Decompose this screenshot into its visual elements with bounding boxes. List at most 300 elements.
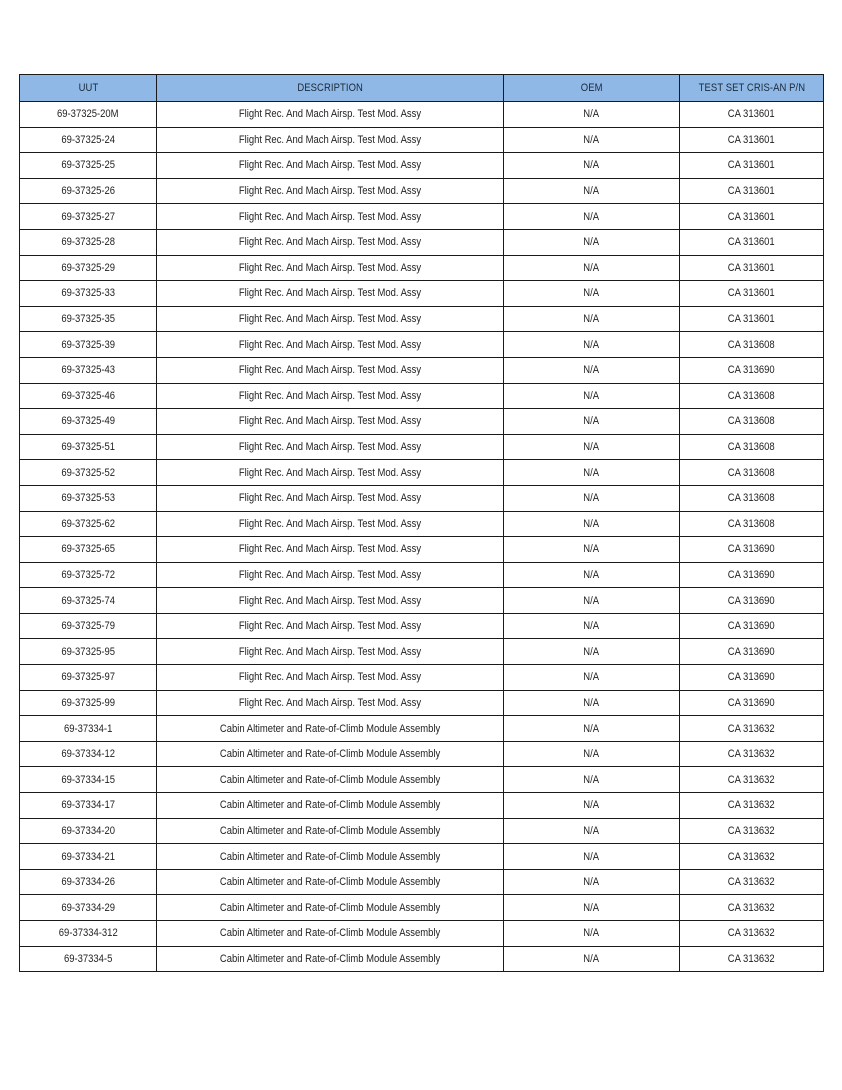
cell-oem [504, 588, 680, 614]
cell-description-text: Flight Rec. And Mach Airsp. Test Mod. Assy [238, 466, 422, 479]
table-row [20, 588, 824, 614]
cell-uut-text: 69-37334-312 [58, 927, 118, 940]
header-test-set-label: TEST SET CRIS-AN P/N [698, 82, 805, 94]
cell-uut-text: 69-37325-97 [61, 671, 115, 684]
cell-test-set [680, 434, 824, 460]
cell-oem-text: N/A [583, 338, 600, 351]
cell-description-text: Flight Rec. And Mach Airsp. Test Mod. Assy [238, 696, 422, 709]
cell-description-text: Flight Rec. And Mach Airsp. Test Mod. Assy [238, 492, 422, 505]
table-row [20, 639, 824, 665]
cell-uut-text: 69-37325-33 [61, 287, 115, 300]
cell-description-text: Flight Rec. And Mach Airsp. Test Mod. Assy [238, 415, 422, 428]
cell-description [157, 818, 504, 844]
cell-oem [504, 255, 680, 281]
cell-oem-text: N/A [583, 492, 600, 505]
header-uut [20, 75, 157, 102]
cell-description-text: Flight Rec. And Mach Airsp. Test Mod. Assy [238, 210, 422, 223]
cell-oem-text: N/A [583, 594, 600, 607]
cell-test-set [680, 793, 824, 819]
table-row [20, 460, 824, 486]
cell-description-text: Flight Rec. And Mach Airsp. Test Mod. Assy [238, 620, 422, 633]
cell-test-set-text: CA 313601 [728, 108, 775, 121]
cell-oem [504, 281, 680, 307]
cell-description [157, 537, 504, 563]
cell-test-set [680, 409, 824, 435]
cell-test-set-text: CA 313601 [728, 159, 775, 172]
table-row [20, 102, 824, 128]
cell-uut-text: 69-37325-20M [57, 108, 119, 121]
cell-uut-text: 69-37334-26 [61, 876, 115, 889]
cell-description-text: Flight Rec. And Mach Airsp. Test Mod. Assy [238, 108, 422, 121]
cell-uut-text: 69-37334-20 [61, 824, 115, 837]
cell-description [157, 588, 504, 614]
cell-uut-text: 69-37325-95 [61, 645, 115, 658]
cell-test-set [680, 895, 824, 921]
cell-description-text: Cabin Altimeter and Rate-of-Climb Module Assembly [219, 799, 441, 812]
cell-oem [504, 946, 680, 972]
cell-description [157, 511, 504, 537]
cell-description [157, 639, 504, 665]
cell-description-text: Flight Rec. And Mach Airsp. Test Mod. Assy [238, 389, 422, 402]
cell-oem-text: N/A [583, 236, 600, 249]
cell-uut [20, 588, 157, 614]
cell-uut-text: 69-37325-52 [61, 466, 115, 479]
cell-uut [20, 869, 157, 895]
cell-test-set [680, 562, 824, 588]
cell-test-set-text: CA 313608 [728, 466, 775, 479]
cell-test-set [680, 306, 824, 332]
cell-uut-text: 69-37325-29 [61, 261, 115, 274]
cell-description-text: Flight Rec. And Mach Airsp. Test Mod. Assy [238, 185, 422, 198]
cell-uut-text: 69-37325-72 [61, 568, 115, 581]
cell-uut [20, 793, 157, 819]
table-row [20, 562, 824, 588]
cell-uut-text: 69-37325-46 [61, 389, 115, 402]
table-row [20, 895, 824, 921]
cell-test-set-text: CA 313632 [728, 901, 775, 914]
cell-description [157, 921, 504, 947]
cell-uut-text: 69-37325-74 [61, 594, 115, 607]
cell-test-set [680, 204, 824, 230]
cell-oem-text: N/A [583, 159, 600, 172]
cell-oem-text: N/A [583, 108, 600, 121]
cell-uut [20, 895, 157, 921]
cell-oem-text: N/A [583, 364, 600, 377]
cell-oem-text: N/A [583, 568, 600, 581]
cell-oem [504, 793, 680, 819]
cell-oem-text: N/A [583, 952, 600, 965]
cell-uut [20, 102, 157, 128]
table-row [20, 357, 824, 383]
cell-oem-text: N/A [583, 722, 600, 735]
cell-oem-text: N/A [583, 466, 600, 479]
cell-oem-text: N/A [583, 313, 600, 326]
cell-uut [20, 741, 157, 767]
cell-uut [20, 127, 157, 153]
table-row [20, 306, 824, 332]
cell-test-set-text: CA 313608 [728, 389, 775, 402]
cell-oem-text: N/A [583, 185, 600, 198]
cell-oem-text: N/A [583, 517, 600, 530]
cell-oem [504, 409, 680, 435]
cell-description [157, 306, 504, 332]
cell-test-set [680, 102, 824, 128]
table-row [20, 921, 824, 947]
cell-oem [504, 562, 680, 588]
header-description-label: DESCRIPTION [297, 82, 363, 94]
cell-test-set-text: CA 313690 [728, 364, 775, 377]
cell-description [157, 613, 504, 639]
cell-oem-text: N/A [583, 133, 600, 146]
cell-uut [20, 204, 157, 230]
cell-oem [504, 485, 680, 511]
cell-test-set-text: CA 313690 [728, 568, 775, 581]
cell-uut-text: 69-37325-25 [61, 159, 115, 172]
cell-oem [504, 818, 680, 844]
cell-test-set [680, 665, 824, 691]
cell-oem [504, 178, 680, 204]
cell-oem-text: N/A [583, 645, 600, 658]
header-oem [504, 75, 680, 102]
cell-description-text: Flight Rec. And Mach Airsp. Test Mod. Assy [238, 236, 422, 249]
cell-oem [504, 357, 680, 383]
cell-uut-text: 69-37334-5 [63, 952, 113, 965]
cell-test-set [680, 460, 824, 486]
cell-test-set-text: CA 313601 [728, 133, 775, 146]
table-row [20, 485, 824, 511]
cell-test-set-text: CA 313608 [728, 338, 775, 351]
table-row [20, 409, 824, 435]
cell-uut [20, 639, 157, 665]
cell-description [157, 767, 504, 793]
cell-oem-text: N/A [583, 441, 600, 454]
cell-uut [20, 229, 157, 255]
table-row [20, 255, 824, 281]
table-row [20, 511, 824, 537]
cell-uut-text: 69-37325-79 [61, 620, 115, 633]
cell-test-set [680, 127, 824, 153]
cell-oem [504, 434, 680, 460]
header-oem-label: OEM [580, 82, 603, 94]
cell-test-set-text: CA 313632 [728, 927, 775, 940]
cell-description-text: Flight Rec. And Mach Airsp. Test Mod. Assy [238, 159, 422, 172]
cell-test-set-text: CA 313690 [728, 671, 775, 684]
cell-uut [20, 562, 157, 588]
cell-oem [504, 639, 680, 665]
cell-uut [20, 921, 157, 947]
header-description [157, 75, 504, 102]
cell-oem [504, 690, 680, 716]
cell-oem [504, 741, 680, 767]
cell-description [157, 383, 504, 409]
cell-description [157, 229, 504, 255]
header-uut-label: UUT [78, 82, 98, 94]
cell-description [157, 255, 504, 281]
cell-test-set [680, 229, 824, 255]
cell-oem-text: N/A [583, 543, 600, 556]
cell-oem-text: N/A [583, 287, 600, 300]
cell-description-text: Cabin Altimeter and Rate-of-Climb Module Assembly [219, 927, 441, 940]
cell-oem [504, 613, 680, 639]
cell-description [157, 946, 504, 972]
cell-uut [20, 537, 157, 563]
cell-description-text: Cabin Altimeter and Rate-of-Climb Module Assembly [219, 722, 441, 735]
cell-description [157, 127, 504, 153]
header-row [20, 75, 824, 102]
cell-uut-text: 69-37325-35 [61, 313, 115, 326]
cell-test-set [680, 588, 824, 614]
cell-test-set [680, 485, 824, 511]
cell-test-set [680, 690, 824, 716]
cell-uut-text: 69-37325-24 [61, 133, 115, 146]
table-row [20, 716, 824, 742]
cell-oem-text: N/A [583, 748, 600, 761]
cell-uut-text: 69-37325-99 [61, 696, 115, 709]
cell-test-set [680, 844, 824, 870]
cell-description-text: Flight Rec. And Mach Airsp. Test Mod. Assy [238, 594, 422, 607]
cell-uut-text: 69-37325-53 [61, 492, 115, 505]
table-row [20, 204, 824, 230]
cell-oem [504, 229, 680, 255]
cell-test-set [680, 153, 824, 179]
cell-description-text: Cabin Altimeter and Rate-of-Climb Module Assembly [219, 824, 441, 837]
cell-oem [504, 153, 680, 179]
cell-oem [504, 844, 680, 870]
cell-uut-text: 69-37325-39 [61, 338, 115, 351]
cell-description [157, 690, 504, 716]
cell-test-set-text: CA 313690 [728, 645, 775, 658]
cell-oem [504, 332, 680, 358]
table-row [20, 537, 824, 563]
table-row [20, 178, 824, 204]
cell-test-set [680, 613, 824, 639]
table-row [20, 613, 824, 639]
cell-uut [20, 434, 157, 460]
cell-description [157, 332, 504, 358]
table-row [20, 946, 824, 972]
cell-uut [20, 665, 157, 691]
cell-description [157, 869, 504, 895]
table-row [20, 818, 824, 844]
cell-description [157, 281, 504, 307]
cell-test-set-text: CA 313601 [728, 287, 775, 300]
cell-description [157, 357, 504, 383]
cell-description-text: Flight Rec. And Mach Airsp. Test Mod. Assy [238, 568, 422, 581]
cell-uut [20, 946, 157, 972]
cell-description-text: Flight Rec. And Mach Airsp. Test Mod. Assy [238, 364, 422, 377]
cell-oem [504, 665, 680, 691]
cell-uut [20, 332, 157, 358]
cell-oem [504, 869, 680, 895]
cell-uut [20, 281, 157, 307]
cell-uut [20, 409, 157, 435]
cell-description [157, 716, 504, 742]
table-row [20, 332, 824, 358]
cell-test-set-text: CA 313632 [728, 799, 775, 812]
cell-test-set-text: CA 313608 [728, 492, 775, 505]
cell-description-text: Flight Rec. And Mach Airsp. Test Mod. Assy [238, 338, 422, 351]
cell-description-text: Flight Rec. And Mach Airsp. Test Mod. Assy [238, 261, 422, 274]
table-row [20, 767, 824, 793]
cell-uut [20, 844, 157, 870]
cell-description [157, 409, 504, 435]
cell-test-set-text: CA 313632 [728, 722, 775, 735]
table-row [20, 741, 824, 767]
cell-description [157, 665, 504, 691]
cell-test-set-text: CA 313632 [728, 748, 775, 761]
cell-test-set [680, 178, 824, 204]
cell-uut-text: 69-37325-62 [61, 517, 115, 530]
cell-uut-text: 69-37325-65 [61, 543, 115, 556]
cell-uut-text: 69-37334-21 [61, 850, 115, 863]
cell-oem [504, 511, 680, 537]
cell-test-set [680, 741, 824, 767]
cell-uut [20, 460, 157, 486]
cell-test-set-text: CA 313601 [728, 210, 775, 223]
cell-uut-text: 69-37325-49 [61, 415, 115, 428]
cell-description [157, 178, 504, 204]
cell-test-set-text: CA 313608 [728, 441, 775, 454]
cell-test-set [680, 511, 824, 537]
cell-uut [20, 716, 157, 742]
cell-test-set-text: CA 313601 [728, 185, 775, 198]
cell-uut [20, 690, 157, 716]
table-row [20, 665, 824, 691]
cell-uut [20, 485, 157, 511]
table-row [20, 281, 824, 307]
table-row [20, 153, 824, 179]
cell-description-text: Flight Rec. And Mach Airsp. Test Mod. Assy [238, 441, 422, 454]
cell-test-set-text: CA 313690 [728, 594, 775, 607]
parts-table [19, 74, 824, 972]
cell-test-set [680, 767, 824, 793]
cell-oem-text: N/A [583, 620, 600, 633]
header-test-set [680, 75, 824, 102]
cell-oem [504, 306, 680, 332]
cell-oem-text: N/A [583, 799, 600, 812]
cell-test-set [680, 383, 824, 409]
cell-test-set [680, 357, 824, 383]
cell-uut-text: 69-37325-51 [61, 441, 115, 454]
cell-uut [20, 255, 157, 281]
cell-uut [20, 153, 157, 179]
cell-oem [504, 767, 680, 793]
cell-uut-text: 69-37334-17 [61, 799, 115, 812]
cell-description [157, 204, 504, 230]
cell-oem-text: N/A [583, 671, 600, 684]
cell-test-set-text: CA 313690 [728, 543, 775, 556]
cell-test-set-text: CA 313608 [728, 517, 775, 530]
cell-oem-text: N/A [583, 696, 600, 709]
table-row [20, 793, 824, 819]
cell-description-text: Cabin Altimeter and Rate-of-Climb Module Assembly [219, 901, 441, 914]
cell-description-text: Flight Rec. And Mach Airsp. Test Mod. Assy [238, 133, 422, 146]
cell-description-text: Flight Rec. And Mach Airsp. Test Mod. Assy [238, 287, 422, 300]
table-row [20, 844, 824, 870]
cell-test-set [680, 869, 824, 895]
cell-uut [20, 818, 157, 844]
cell-oem-text: N/A [583, 901, 600, 914]
cell-uut [20, 357, 157, 383]
cell-description [157, 793, 504, 819]
cell-test-set [680, 639, 824, 665]
cell-test-set-text: CA 313690 [728, 696, 775, 709]
cell-test-set [680, 716, 824, 742]
cell-test-set-text: CA 313690 [728, 620, 775, 633]
cell-test-set [680, 332, 824, 358]
cell-description-text: Cabin Altimeter and Rate-of-Climb Module Assembly [219, 876, 441, 889]
cell-test-set-text: CA 313601 [728, 236, 775, 249]
cell-description-text: Cabin Altimeter and Rate-of-Climb Module Assembly [219, 748, 441, 761]
cell-test-set [680, 818, 824, 844]
cell-uut [20, 306, 157, 332]
cell-description-text: Flight Rec. And Mach Airsp. Test Mod. Assy [238, 671, 422, 684]
cell-oem-text: N/A [583, 927, 600, 940]
cell-uut [20, 511, 157, 537]
cell-description-text: Cabin Altimeter and Rate-of-Climb Module Assembly [219, 850, 441, 863]
cell-oem [504, 383, 680, 409]
cell-test-set [680, 537, 824, 563]
cell-oem-text: N/A [583, 876, 600, 889]
cell-uut-text: 69-37325-43 [61, 364, 115, 377]
cell-oem-text: N/A [583, 210, 600, 223]
cell-description [157, 562, 504, 588]
cell-uut-text: 69-37325-27 [61, 210, 115, 223]
cell-description-text: Cabin Altimeter and Rate-of-Climb Module Assembly [219, 952, 441, 965]
cell-description-text: Flight Rec. And Mach Airsp. Test Mod. Assy [238, 517, 422, 530]
cell-oem-text: N/A [583, 389, 600, 402]
cell-test-set-text: CA 313632 [728, 876, 775, 889]
cell-oem-text: N/A [583, 261, 600, 274]
cell-uut [20, 178, 157, 204]
cell-description [157, 895, 504, 921]
cell-test-set-text: CA 313608 [728, 415, 775, 428]
cell-oem [504, 127, 680, 153]
cell-uut [20, 613, 157, 639]
table-row [20, 869, 824, 895]
cell-uut-text: 69-37334-29 [61, 901, 115, 914]
cell-description-text: Flight Rec. And Mach Airsp. Test Mod. Assy [238, 543, 422, 556]
cell-oem-text: N/A [583, 850, 600, 863]
cell-test-set-text: CA 313632 [728, 952, 775, 965]
table-row [20, 434, 824, 460]
cell-oem [504, 921, 680, 947]
cell-description [157, 485, 504, 511]
cell-test-set [680, 921, 824, 947]
table-row [20, 127, 824, 153]
cell-oem-text: N/A [583, 415, 600, 428]
cell-description [157, 844, 504, 870]
table-row [20, 383, 824, 409]
cell-oem-text: N/A [583, 824, 600, 837]
cell-uut-text: 69-37325-28 [61, 236, 115, 249]
cell-oem [504, 537, 680, 563]
cell-uut-text: 69-37325-26 [61, 185, 115, 198]
cell-description [157, 460, 504, 486]
cell-oem [504, 716, 680, 742]
cell-description [157, 153, 504, 179]
cell-description [157, 741, 504, 767]
table-row [20, 690, 824, 716]
cell-uut-text: 69-37334-12 [61, 748, 115, 761]
cell-oem-text: N/A [583, 773, 600, 786]
cell-test-set-text: CA 313632 [728, 773, 775, 786]
cell-uut-text: 69-37334-1 [63, 722, 113, 735]
cell-test-set [680, 281, 824, 307]
cell-description-text: Cabin Altimeter and Rate-of-Climb Module Assembly [219, 773, 441, 786]
cell-uut [20, 767, 157, 793]
cell-test-set-text: CA 313632 [728, 850, 775, 863]
